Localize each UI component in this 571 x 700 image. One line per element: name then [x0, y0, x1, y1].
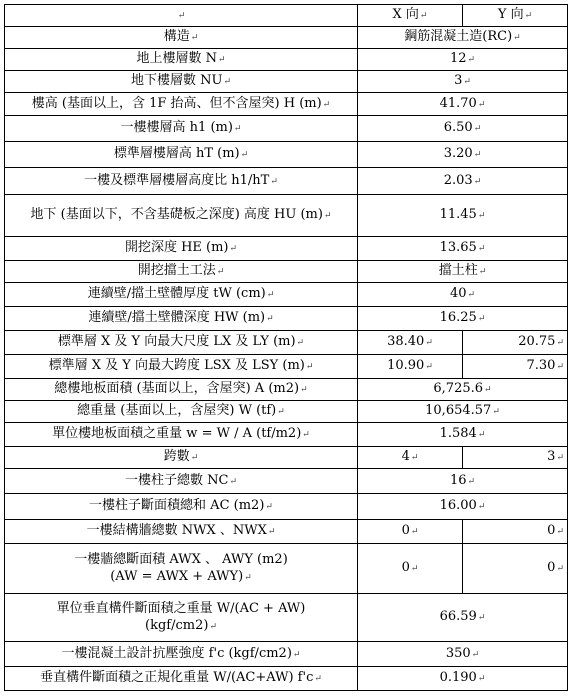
row-label: 一樓樓層高 h1 (m)↵: [5, 116, 358, 142]
table-row: [5, 168, 568, 195]
row-value: 11.45↵: [358, 195, 568, 237]
row-value: 鋼筋混凝土造(RC)↵: [358, 27, 568, 49]
row-label: [5, 544, 358, 594]
table-row: [5, 49, 568, 71]
row-label: 一樓結構牆總數 NWX 、NWX↵: [5, 520, 358, 544]
spec-table-container: [4, 4, 567, 691]
row-y-value: 0↵: [463, 520, 568, 544]
row-label: 開挖擋土工法↵: [5, 261, 358, 283]
table-row: [5, 469, 568, 494]
table-row: [5, 642, 568, 667]
row-label: 地下 (基面以下，不含基礎板之深度) 高度 HU (m)↵: [5, 195, 358, 237]
row-label-line: (AW = AWX + AWY)↵: [110, 568, 252, 584]
row-label: 地上樓層數 N↵: [5, 49, 358, 71]
row-value: 0.190↵: [358, 667, 568, 691]
row-label: 一樓柱子總數 NC↵: [5, 469, 358, 494]
table-row: [5, 116, 568, 142]
row-value: 41.70↵: [358, 93, 568, 116]
row-value: 6,725.6↵: [358, 379, 568, 401]
row-value: 16.25↵: [358, 307, 568, 331]
row-label: 垂直構件斷面積之正規化重量 W/(AC+AW) f'c↵: [5, 667, 358, 691]
table-row: [5, 331, 568, 355]
table-row: [5, 71, 568, 93]
row-value: 2.03↵: [358, 168, 568, 195]
table-row: [5, 667, 568, 691]
table-row: [5, 142, 568, 168]
table-row: [5, 93, 568, 116]
table-row: [5, 423, 568, 447]
row-label-line: (kgf/cm2)↵: [145, 617, 217, 633]
table-row: [5, 379, 568, 401]
table-row: [5, 195, 568, 237]
row-label: 樓高 (基面以上，含 1F 抬高、但不含屋突) H (m)↵: [5, 93, 358, 116]
header-x-direction: X 向↵: [358, 5, 463, 27]
table-row: [5, 307, 568, 331]
row-value: 3↵: [358, 71, 568, 93]
row-label: 總重量 (基面以上，含屋突) W (tf)↵: [5, 401, 358, 423]
row-y-value: 0↵: [463, 544, 568, 594]
table-row: [5, 520, 568, 544]
table-row: [5, 494, 568, 520]
table-row: [5, 544, 568, 594]
row-x-value: 0↵: [358, 520, 463, 544]
row-value: 10,654.57↵: [358, 401, 568, 423]
row-label-line: 單位垂直構件斷面積之重量 W/(AC + AW): [56, 600, 306, 616]
row-value: 擋土柱↵: [358, 261, 568, 283]
table-row: [5, 237, 568, 261]
row-label: 總樓地板面積 (基面以上，含屋突) A (m2)↵: [5, 379, 358, 401]
row-value: 12↵: [358, 49, 568, 71]
header-y-direction: Y 向↵: [463, 5, 568, 27]
row-label: 標準層 X 及 Y 向最大跨度 LSX 及 LSY (m)↵: [5, 355, 358, 379]
header-blank-cell: ↵: [5, 5, 358, 27]
row-value: 66.59↵: [358, 594, 568, 642]
row-label: 開挖深度 HE (m)↵: [5, 237, 358, 261]
row-label: [5, 594, 358, 642]
row-value: 350↵: [358, 642, 568, 667]
row-x-value: 4↵: [358, 447, 463, 469]
row-value: 13.65↵: [358, 237, 568, 261]
row-label: 連續壁/擋土壁體深度 HW (m)↵: [5, 307, 358, 331]
table-row: [5, 447, 568, 469]
row-label: 標準層樓層高 hT (m)↵: [5, 142, 358, 168]
row-value: 16↵: [358, 469, 568, 494]
row-x-value: 0↵: [358, 544, 463, 594]
table-row: [5, 261, 568, 283]
row-value: 40↵: [358, 283, 568, 307]
row-label: 單位樓地板面積之重量 w = W / A (tf/m2)↵: [5, 423, 358, 447]
table-row: [5, 401, 568, 423]
row-y-value: 7.30↵: [463, 355, 568, 379]
row-label: 一樓柱子斷面積總和 AC (m2)↵: [5, 494, 358, 520]
building-spec-table: [4, 4, 568, 691]
row-value: 3.20↵: [358, 142, 568, 168]
row-x-value: 38.40↵: [358, 331, 463, 355]
row-y-value: 20.75↵: [463, 331, 568, 355]
table-row: [5, 27, 568, 49]
row-y-value: 3↵: [463, 447, 568, 469]
row-value: 1.584↵: [358, 423, 568, 447]
row-label: 一樓混凝土設計抗壓強度 f'c (kgf/cm2)↵: [5, 642, 358, 667]
row-value: 6.50↵: [358, 116, 568, 142]
row-label: 構造↵: [5, 27, 358, 49]
row-label: 標準層 X 及 Y 向最大尺度 LX 及 LY (m)↵: [5, 331, 358, 355]
row-label: 地下樓層數 NU↵: [5, 71, 358, 93]
table-row: [5, 283, 568, 307]
table-row: [5, 355, 568, 379]
row-label: 跨數↵: [5, 447, 358, 469]
row-label-line: 一樓牆總斷面積 AWX 、 AWY (m2): [74, 551, 288, 567]
header-row: [5, 5, 568, 27]
row-x-value: 10.90↵: [358, 355, 463, 379]
row-value: 16.00↵: [358, 494, 568, 520]
row-label: 連續壁/擋土壁體厚度 tW (cm)↵: [5, 283, 358, 307]
table-row: [5, 594, 568, 642]
row-label: 一樓及標準層樓層高度比 h1/hT↵: [5, 168, 358, 195]
